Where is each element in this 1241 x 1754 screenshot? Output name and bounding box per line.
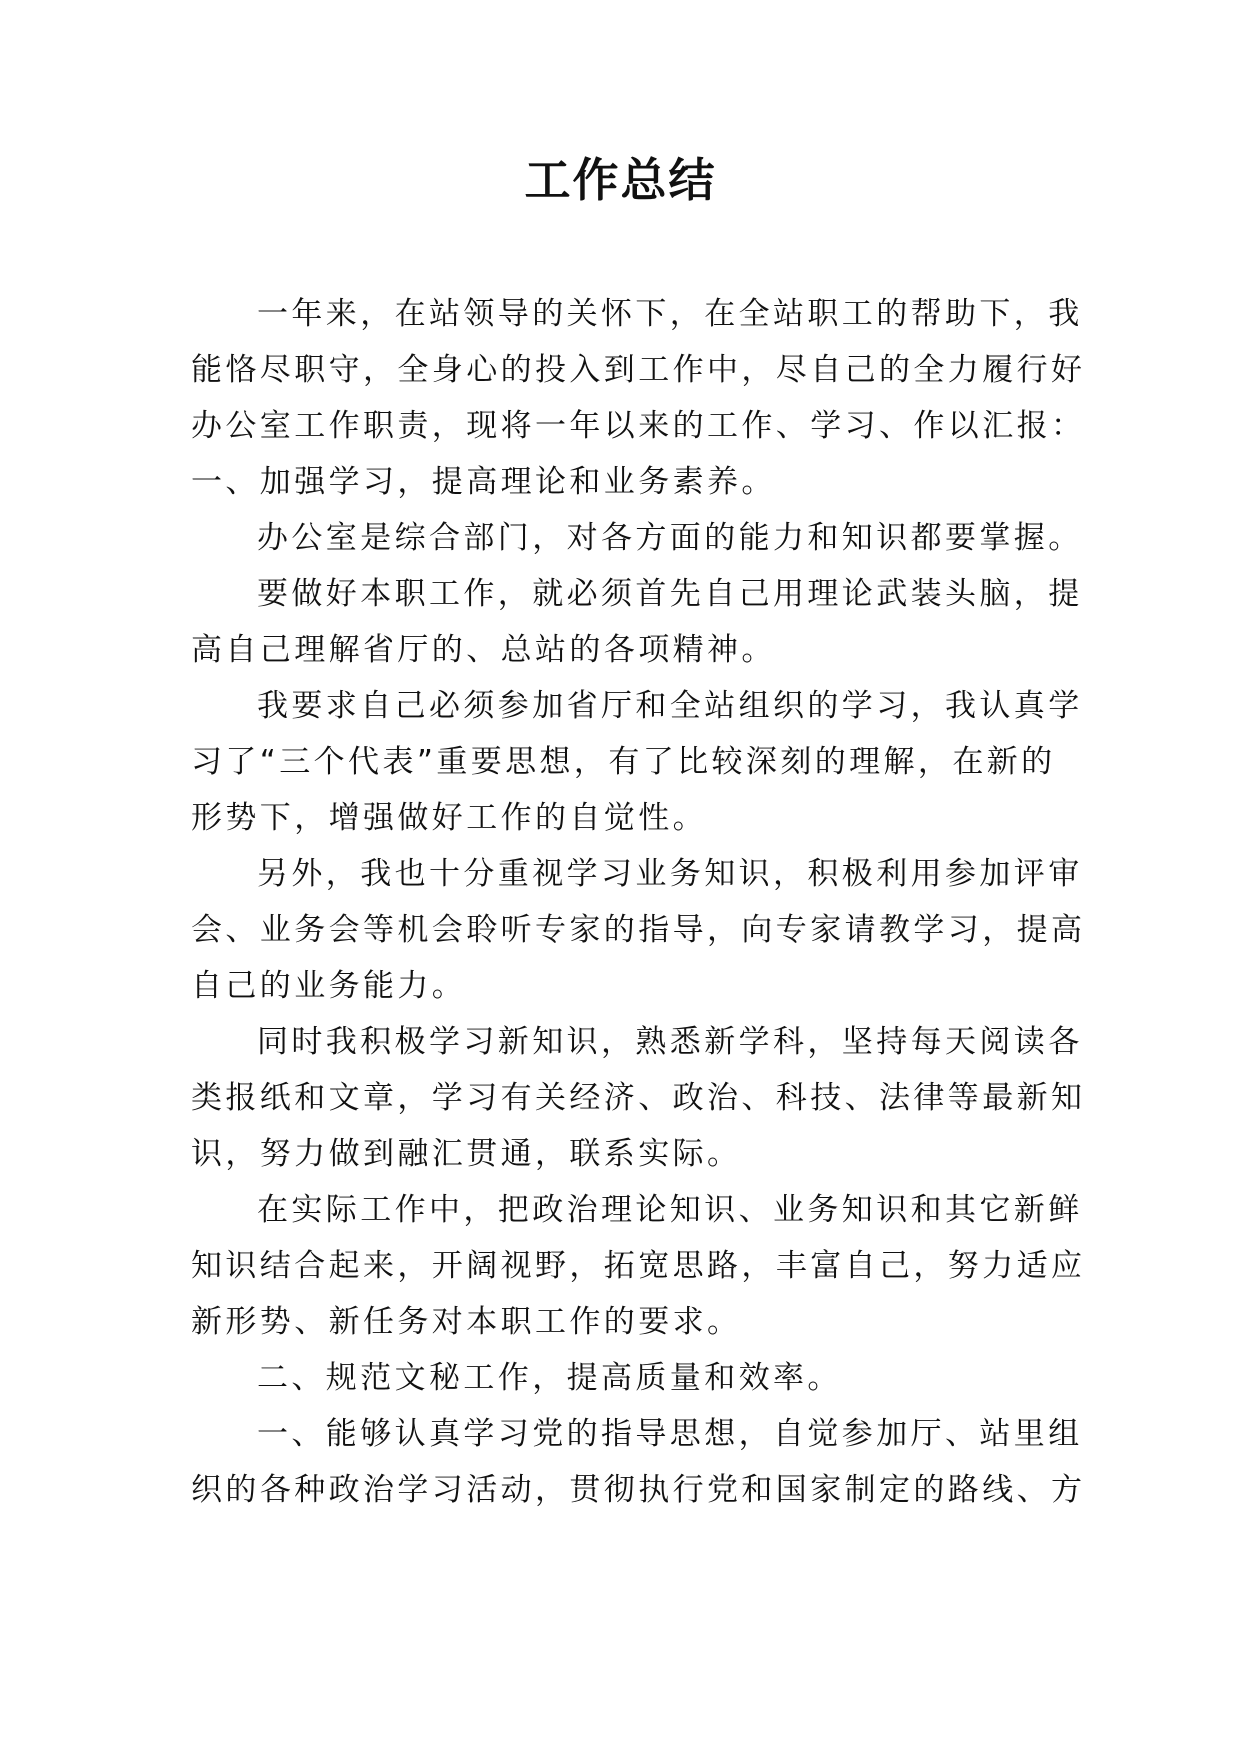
text-line: 一、能够认真学习党的指导思想，自觉参加厅、站里组: [257, 1416, 1083, 1452]
document-body: [191, 286, 1086, 1518]
text-line: 织的各种政治学习活动，贯彻执行党和国家制定的路线、方: [191, 1472, 1086, 1508]
text-line: 新形势、新任务对本职工作的要求。: [191, 1304, 742, 1340]
text-line: 二、规范文秘工作，提高质量和效率。: [257, 1360, 842, 1396]
text-line: 识，努力做到融汇贯通，联系实际。: [191, 1136, 742, 1172]
text-line: 自己的业务能力。: [191, 968, 467, 1004]
text-line: 另外，我也十分重视学习业务知识，积极利用参加评审: [257, 856, 1083, 892]
text-line: 要做好本职工作，就必须首先自己用理论武装头脑，提: [257, 576, 1083, 612]
text-line: 习了“三个代表”重要思想，有了比较深刻的理解，在新的: [191, 744, 1056, 780]
text-line: 类报纸和文章，学习有关经济、政治、科技、法律等最新知: [191, 1080, 1086, 1116]
text-line: 一、加强学习，提高理论和业务素养。: [191, 464, 776, 500]
text-line: 形势下，增强做好工作的自觉性。: [191, 800, 707, 836]
text-line: 我要求自己必须参加省厅和全站组织的学习，我认真学: [257, 688, 1083, 724]
text-line: 办公室是综合部门，对各方面的能力和知识都要掌握。: [257, 520, 1083, 556]
document-title: 工作总结: [524, 153, 717, 207]
text-line: 高自己理解省厅的、总站的各项精神。: [191, 632, 776, 668]
text-line: 知识结合起来，开阔视野，拓宽思路，丰富自己，努力适应: [191, 1248, 1086, 1284]
text-line: 会、业务会等机会聆听专家的指导，向专家请教学习，提高: [191, 912, 1086, 948]
text-line: 同时我积极学习新知识，熟悉新学科，坚持每天阅读各: [257, 1024, 1083, 1060]
text-line: 办公室工作职责，现将一年以来的工作、学习、作以汇报：: [191, 408, 1086, 444]
text-line: 在实际工作中，把政治理论知识、业务知识和其它新鲜: [257, 1192, 1083, 1228]
text-line: 一年来，在站领导的关怀下，在全站职工的帮助下，我: [257, 296, 1083, 332]
text-line: 能恪尽职守，全身心的投入到工作中，尽自己的全力履行好: [191, 352, 1086, 388]
